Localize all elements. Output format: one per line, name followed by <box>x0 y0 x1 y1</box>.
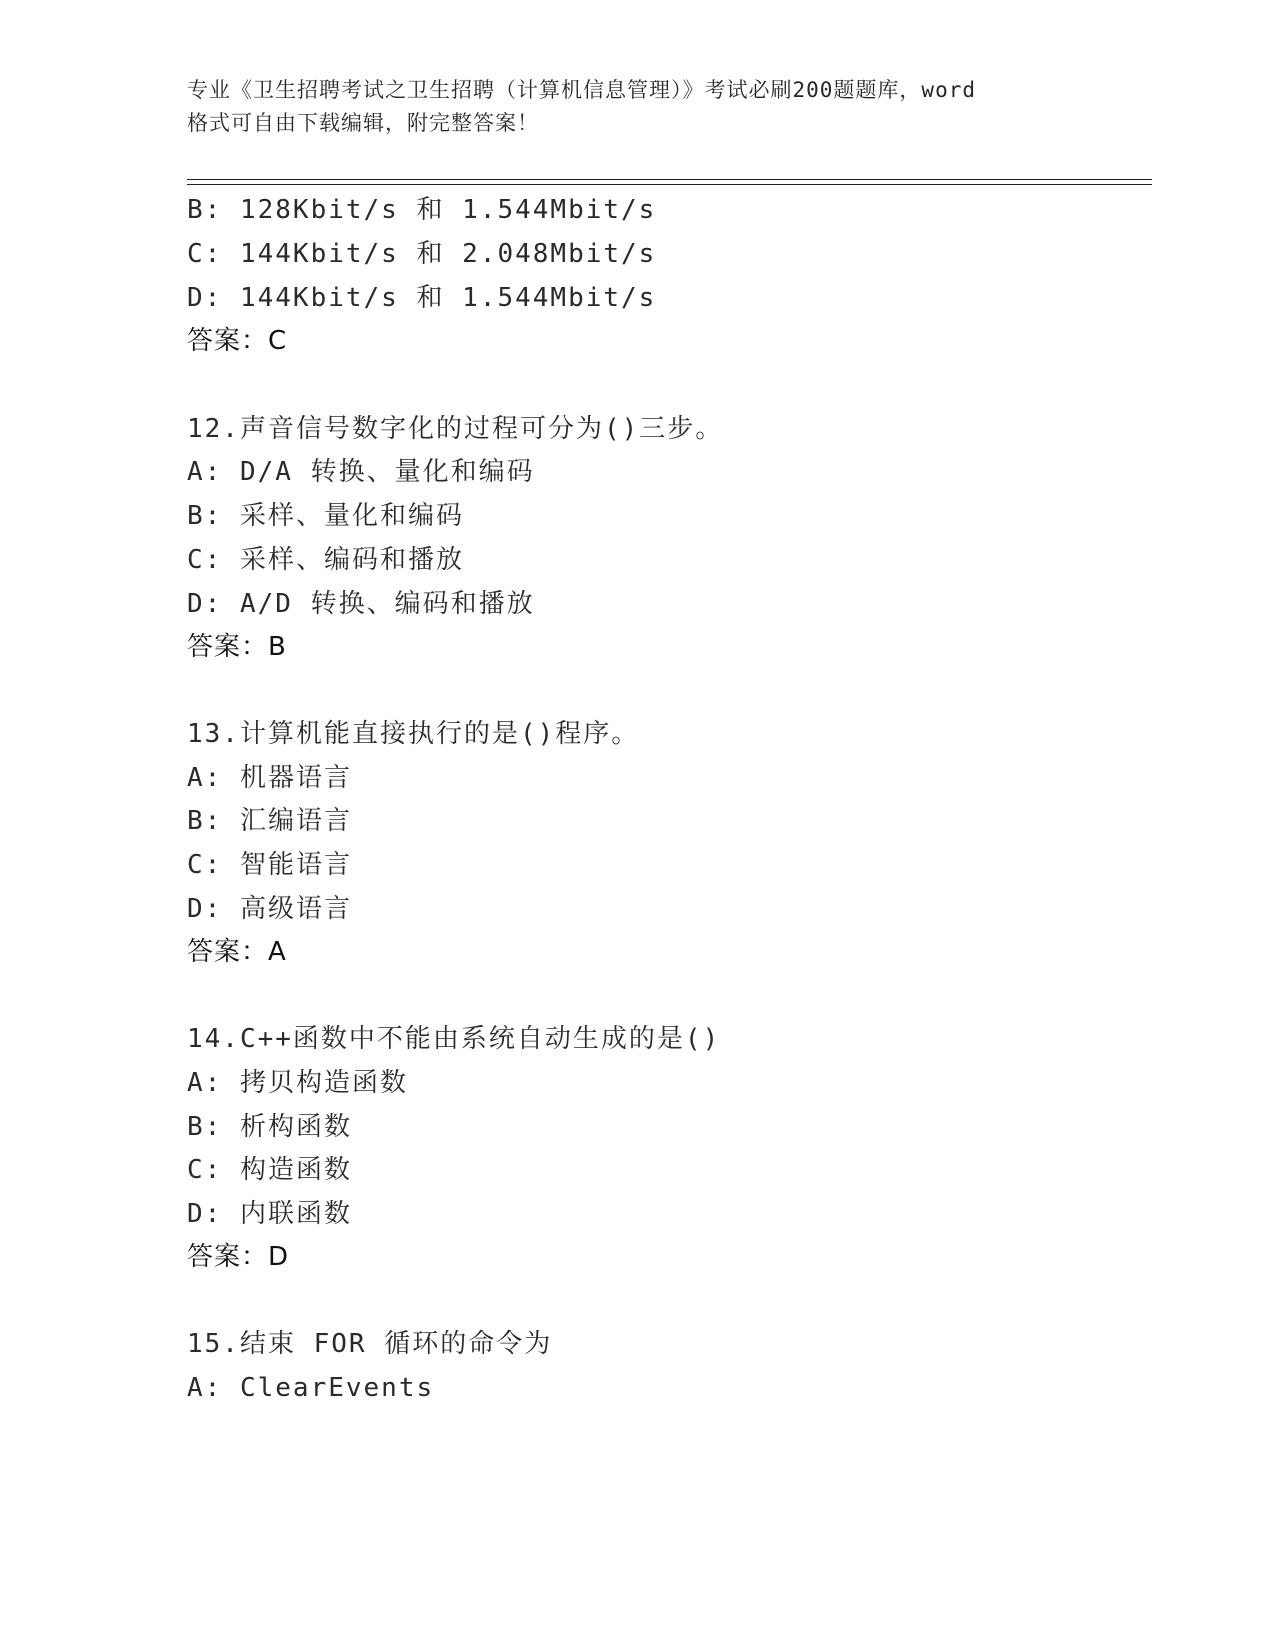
q15-option-a: A: ClearEvents <box>187 1373 435 1403</box>
header-divider-bottom <box>187 184 1152 185</box>
q15-stem: 15.结束 FOR 循环的命令为 <box>187 1329 553 1359</box>
q13-option-a: A: 机器语言 <box>187 763 352 793</box>
q13-stem: 13.计算机能直接执行的是()程序。 <box>187 719 640 749</box>
q14-answer: 答案：D <box>187 1242 290 1272</box>
q14-option-a: A: 拷贝构造函数 <box>187 1068 408 1098</box>
header-title-line-2: 格式可自由下载编辑，附完整答案！ <box>187 111 539 135</box>
q13-option-d: D: 高级语言 <box>187 894 352 924</box>
q11-option-b: B: 128Kbit/s 和 1.544Mbit/s <box>187 195 657 225</box>
q12-stem: 12.声音信号数字化的过程可分为()三步。 <box>187 414 724 444</box>
q14-option-d: D: 内联函数 <box>187 1199 352 1229</box>
q14-option-b: B: 析构函数 <box>187 1112 352 1142</box>
q13-option-b: B: 汇编语言 <box>187 806 352 836</box>
q14-stem: 14.C++函数中不能由系统自动生成的是() <box>187 1024 721 1054</box>
header-divider-top <box>187 179 1152 180</box>
q12-answer: 答案：B <box>187 632 287 662</box>
q12-option-d: D: A/D 转换、编码和播放 <box>187 589 535 619</box>
q14-option-c: C: 构造函数 <box>187 1155 352 1185</box>
q13-answer: 答案：A <box>187 937 287 967</box>
q11-option-c: C: 144Kbit/s 和 2.048Mbit/s <box>187 239 657 269</box>
q12-option-c: C: 采样、编码和播放 <box>187 545 464 575</box>
q11-answer: 答案：C <box>187 326 288 356</box>
q12-option-a: A: D/A 转换、量化和编码 <box>187 457 535 487</box>
document-header <box>187 74 1087 140</box>
q13-option-c: C: 智能语言 <box>187 850 352 880</box>
q11-option-d: D: 144Kbit/s 和 1.544Mbit/s <box>187 283 657 313</box>
header-title-line-1: 专业《卫生招聘考试之卫生招聘（计算机信息管理）》考试必刷200题题库，word <box>187 78 976 102</box>
q12-option-b: B: 采样、量化和编码 <box>187 501 464 531</box>
